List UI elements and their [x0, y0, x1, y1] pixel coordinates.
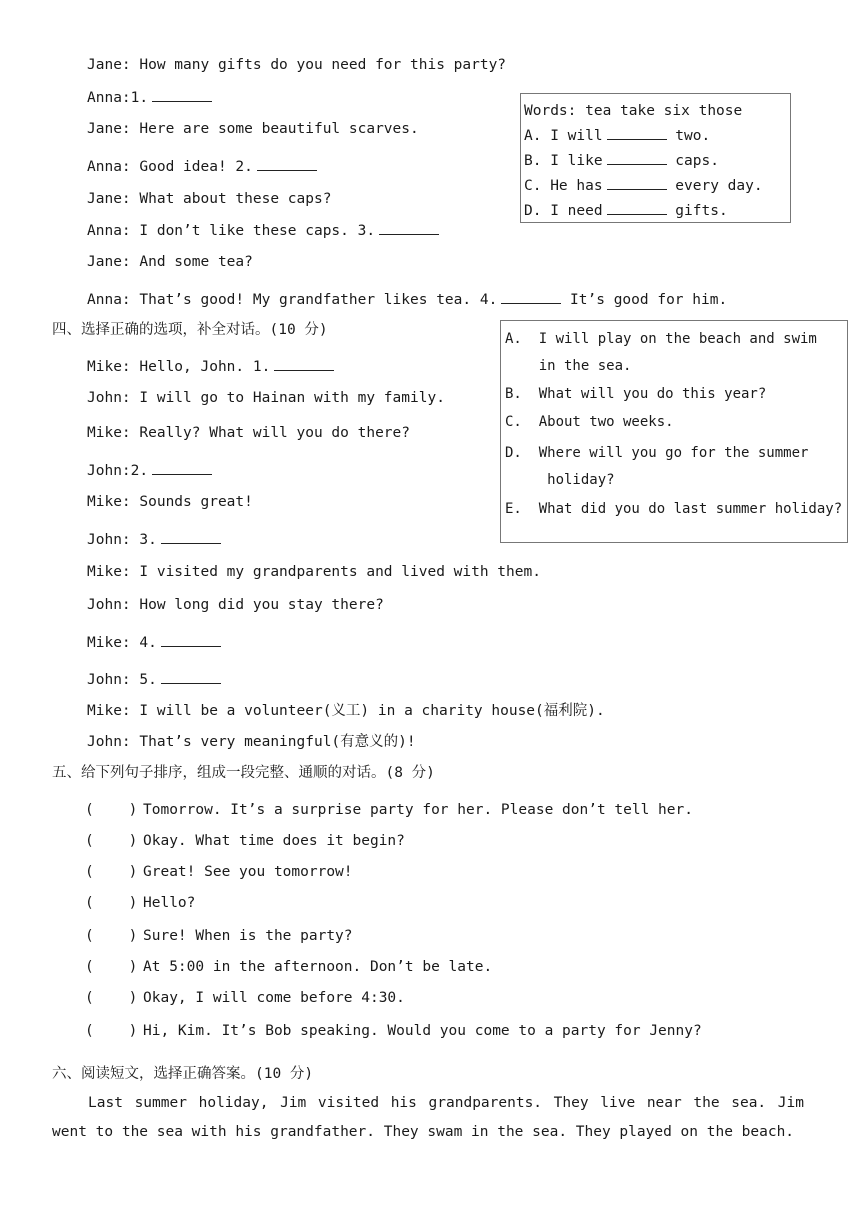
section-5-heading: 五、给下列句子排序，组成一段完整、通顺的对话。(8 分) [52, 765, 435, 781]
words-item [524, 150, 719, 171]
words-item-start: A. I will [524, 128, 603, 144]
words-item-end: two. [666, 128, 711, 144]
order-number-blank[interactable]: ( ) [85, 990, 138, 1006]
order-number-blank[interactable]: ( ) [85, 928, 138, 944]
dialog-text: John: That’s very meaningful(有意义的)! [87, 734, 416, 750]
dialog-text: Jane: Here are some beautiful scarves. [87, 121, 419, 137]
dialog-text: Mike: Sounds great! [87, 494, 253, 510]
option-line: holiday? [505, 472, 615, 488]
dialog-line [87, 701, 605, 721]
ordering-item [85, 1021, 702, 1041]
answer-blank[interactable] [501, 289, 561, 304]
option-line: B. What will you do this year? [505, 386, 767, 402]
words-item-start: D. I need [524, 203, 603, 219]
ordering-item [85, 862, 353, 882]
ordering-text: Okay. What time does it begin? [143, 833, 405, 849]
option-line: C. About two weeks. [505, 414, 674, 430]
dialog-line [87, 119, 419, 139]
dialog-line [87, 189, 331, 209]
ordering-text: Hi, Kim. It’s Bob speaking. Would you come to a party for Jenny? [143, 1023, 702, 1039]
dialog-line [87, 460, 212, 481]
dialog-line [87, 595, 384, 615]
dialog-line: Anna: That’s good! My grandfather likes tea. 4. It’s good for him. [87, 289, 727, 310]
answer-blank[interactable] [161, 529, 221, 544]
words-title: Words: tea take six those [524, 103, 743, 119]
dialog-text: Jane: How many gifts do you need for this party? [87, 57, 507, 73]
answer-blank[interactable] [274, 356, 334, 371]
ordering-text: At 5:00 in the afternoon. Don’t be late. [143, 959, 493, 975]
ordering-text: Tomorrow. It’s a surprise party for her. Please don’t tell her. [143, 802, 693, 818]
ordering-item [85, 831, 405, 851]
ordering-text: Hello? [143, 895, 196, 911]
dialog-text: Jane: What about these caps? [87, 191, 332, 207]
answer-blank[interactable] [161, 632, 221, 647]
section-6-heading: 六、阅读短文，选择正确答案。(10 分) [52, 1066, 314, 1082]
words-item-end: gifts. [666, 203, 728, 219]
ordering-text: Sure! When is the party? [143, 928, 353, 944]
section-4-heading: 四、选择正确的选项，补全对话。(10 分) [52, 322, 328, 338]
dialog-line [87, 669, 221, 690]
dialog-line [87, 356, 334, 377]
dialog-text: John: 5. [87, 672, 157, 688]
dialog-text: Mike: I will be a volunteer(义工) in a charity house(福利院). [87, 703, 605, 719]
ordering-text: Great! See you tomorrow! [143, 864, 353, 880]
answer-blank[interactable] [607, 175, 667, 190]
order-number-blank[interactable]: ( ) [85, 895, 138, 911]
answer-blank[interactable] [257, 156, 317, 171]
option-line: E. What did you do last summer holiday? [505, 501, 843, 517]
dialog-line [87, 632, 221, 653]
words-box [520, 93, 791, 223]
dialog-line [87, 55, 506, 75]
dialog-line [87, 156, 317, 177]
dialog-line [87, 529, 221, 550]
dialog-line [87, 87, 212, 108]
order-number-blank[interactable]: ( ) [85, 959, 138, 975]
ordering-item [85, 957, 492, 977]
dialog-text: Anna: I don’t like these caps. 3. [87, 223, 376, 239]
dialog-text: Jane: And some tea? [87, 254, 253, 270]
dialog-text: Anna:1. [87, 90, 149, 106]
order-number-blank[interactable]: ( ) [85, 833, 138, 849]
ordering-item [85, 988, 405, 1008]
ordering-item [85, 926, 353, 946]
dialog-line [87, 423, 410, 443]
dialog-text: Mike: I visited my grandparents and lived with them. [87, 564, 541, 580]
dialog-line [87, 492, 253, 512]
order-number-blank[interactable]: ( ) [85, 802, 138, 818]
ordering-text: Okay, I will come before 4:30. [143, 990, 405, 1006]
answer-blank[interactable] [607, 200, 667, 215]
words-item-start: B. I like [524, 153, 603, 169]
answer-blank[interactable] [607, 125, 667, 140]
dialog-line [87, 732, 416, 752]
words-item [524, 125, 710, 146]
ordering-item [85, 893, 195, 913]
option-line: in the sea. [505, 358, 632, 374]
dialog-text: Mike: Really? What will you do there? [87, 425, 411, 441]
words-item-end: caps. [666, 153, 719, 169]
dialog-text: John: I will go to Hainan with my family. [87, 390, 445, 406]
ordering-item [85, 800, 693, 820]
dialog-text: Mike: Hello, John. 1. [87, 359, 271, 375]
order-number-blank[interactable]: ( ) [85, 864, 138, 880]
answer-blank[interactable] [607, 150, 667, 165]
dialog-line [87, 220, 439, 241]
words-item-start: C. He has [524, 178, 603, 194]
reading-paragraph: Last summer holiday, Jim visited his grandparents. They live near the sea. Jim went to the sea with his grandfather. They swam in the sea. They played on the beach. [52, 1095, 804, 1140]
answer-blank[interactable] [379, 220, 439, 235]
words-item [524, 175, 763, 196]
answer-blank[interactable] [161, 669, 221, 684]
answer-blank[interactable] [152, 87, 212, 102]
words-item-end: every day. [666, 178, 763, 194]
option-line: A. I will play on the beach and swim [505, 331, 817, 347]
dialog-text: Mike: 4. [87, 635, 157, 651]
dialog-line [87, 252, 253, 272]
words-item [524, 200, 728, 221]
options-box [500, 320, 848, 543]
dialog-text: John: 3. [87, 532, 157, 548]
dialog-text: Anna: Good idea! 2. [87, 159, 253, 175]
answer-blank[interactable] [152, 460, 212, 475]
dialog-line [87, 388, 445, 408]
order-number-blank[interactable]: ( ) [85, 1023, 138, 1039]
option-line: D. Where will you go for the summer [505, 445, 809, 461]
dialog-text: John:2. [87, 463, 149, 479]
dialog-line [87, 562, 541, 582]
dialog-text: John: How long did you stay there? [87, 597, 384, 613]
